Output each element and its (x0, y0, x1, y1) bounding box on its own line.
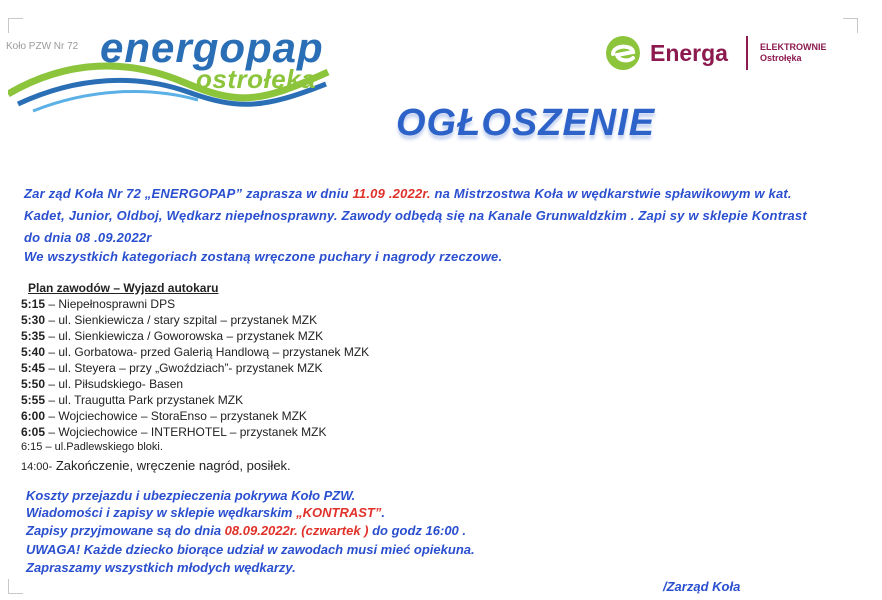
logo-title: energopap (100, 24, 324, 71)
intro-line-2: Kadet, Junior, Oldboj, Wędkarz niepełnosprawny. Zawody odbędą się na Kanale Grunwaldzkim . Zapi sy w sklepie Kontrast (24, 208, 807, 223)
schedule-text: – ul. Steyera – przy „Gwoździach”- przystanek MZK (45, 361, 323, 375)
schedule-time: 6:15 (21, 441, 43, 453)
schedule-text: – ul. Sienkiewicza / Goworowska – przystanek MZK (45, 329, 324, 343)
footer-line-2 (26, 505, 385, 520)
footer-line-2-a: Wiadomości i zapisy w sklepie wędkarskim (26, 505, 297, 520)
shop-name: „KONTRAST” (296, 505, 382, 520)
schedule-row (21, 377, 183, 391)
energa-name: Energa (650, 40, 728, 66)
schedule-time: 6:00 (21, 409, 46, 423)
schedule-text: – Wojciechowice – StoraEnso – przystanek MZK (45, 409, 307, 423)
energa-logo (604, 34, 854, 74)
schedule-time: 5:15 (21, 297, 46, 311)
schedule-time: 6:05 (21, 425, 46, 439)
schedule-row (21, 329, 323, 343)
schedule-time: 5:40 (21, 345, 46, 359)
footer-line-3-a: Zapisy przyjmowane są do dnia (26, 523, 225, 538)
footer-warning: UWAGA! Każde dziecko biorące udział w zawodach musi mieć opiekuna. (26, 542, 475, 557)
intro-line-3: do dnia 08 .09.2022r (24, 230, 152, 245)
corner-mark-top-right (843, 18, 858, 33)
schedule-end-time: 14:00- (21, 461, 53, 473)
schedule-text: – ul. Gorbatowa- przed Galerią Handlową – przystanek MZK (45, 345, 370, 359)
logo-subtitle: ostrołęka (196, 64, 317, 94)
footer-line-3 (26, 523, 466, 538)
schedule-text: – ul. Sienkiewicza / stary szpital – przystanek MZK (45, 313, 318, 327)
schedule-time: 5:35 (21, 329, 46, 343)
schedule-row (21, 313, 317, 327)
event-date: 11.09 .2022r. (352, 186, 431, 201)
footer-line-3-c: do godz 16:00 . (368, 523, 467, 538)
intro-line-4: We wszystkich kategoriach zostaną wręczone puchary i nagrody rzeczowe. (24, 249, 503, 264)
schedule-row (21, 425, 326, 439)
energa-divider (746, 36, 748, 70)
energa-symbol-icon (604, 34, 642, 72)
schedule-text: – ul. Traugutta Park przystanek MZK (45, 393, 244, 407)
schedule-time: 5:50 (21, 377, 46, 391)
schedule-text: – ul.Padlewskiego bloki. (42, 441, 163, 453)
page-title: OGŁOSZENIE (396, 102, 656, 144)
footer-line-5: Zapraszamy wszystkich młodych wędkarzy. (26, 560, 296, 575)
corner-mark-bottom-left (8, 579, 23, 594)
schedule-row (21, 297, 175, 311)
schedule-row (21, 409, 307, 423)
intro-line-1-b: na Mistrzostwa Koła w wędkarstwie spławikowym w kat. (430, 186, 792, 201)
schedule-title: Plan zawodów – Wyjazd autokaru (28, 281, 219, 295)
signature: /Zarząd Koła (663, 579, 741, 594)
schedule-text: – Niepełnosprawni DPS (45, 297, 176, 311)
schedule-time: 5:45 (21, 361, 46, 375)
energa-line-1: ELEKTROWNIE (760, 42, 827, 52)
schedule-time: 5:30 (21, 313, 46, 327)
schedule-time: 5:55 (21, 393, 46, 407)
signup-deadline: 08.09.2022r. (czwartek ) (224, 523, 369, 538)
footer-line-2-c: . (381, 505, 385, 520)
intro-line-1-a: Zar ząd Koła Nr 72 „ENERGOPAP” zaprasza w dniu (24, 186, 353, 201)
energopap-logo (8, 14, 338, 114)
footer-line-1: Koszty przejazdu i ubezpieczenia pokrywa Koło PZW. (26, 488, 356, 503)
club-label: Koło PZW Nr 72 (6, 41, 79, 52)
energa-line-2: Ostrołęka (760, 53, 802, 63)
schedule-end-text: Zakończenie, wręczenie nagród, posiłek. (52, 458, 291, 473)
schedule-row (21, 361, 322, 375)
schedule-text: – ul. Piłsudskiego- Basen (45, 377, 184, 391)
schedule-text: – Wojciechowice – INTERHOTEL – przystanek MZK (45, 425, 327, 439)
schedule-row (21, 393, 243, 407)
intro-line-1 (24, 186, 792, 201)
schedule-row (21, 441, 163, 453)
schedule-row (21, 345, 369, 359)
schedule-end-row (21, 458, 291, 473)
